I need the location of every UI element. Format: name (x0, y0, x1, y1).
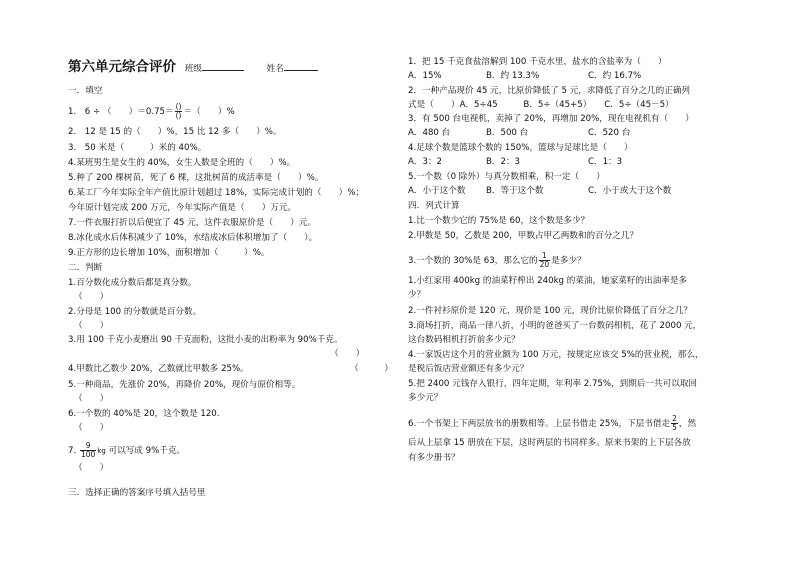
option-c[interactable]: C．约 16.7% (588, 71, 642, 81)
question-text: 可以写成 9%千克。 (108, 446, 186, 456)
option-c[interactable]: C．小于或大于这个数 (588, 186, 672, 196)
option-a[interactable]: A．480 台 (408, 128, 451, 138)
app-4b: 是税后饭店营业额还有多少元？ (408, 364, 529, 374)
question-fill-7: 7.一件衣服打折以后便宜了 45 元，这件衣服原价是（ ）元。 (68, 218, 317, 228)
fraction (175, 103, 183, 120)
judge-7-number: 7. (68, 446, 77, 456)
judge-7 (68, 442, 185, 459)
app-6c: 有多少册书？ (408, 453, 460, 463)
question-text: 6.一个书架上下两层放书的册数相等。上层书借走 25%，下层书借走 (408, 419, 671, 429)
question-text: 3.一个数的 30%是 63，那么它的 (408, 256, 538, 266)
judge-6-answer[interactable]: （ ） (74, 423, 109, 433)
name-field[interactable] (284, 61, 318, 71)
choice-1-options (408, 71, 641, 82)
choice-4-options (408, 157, 622, 168)
fraction-numerator: 9 (80, 442, 96, 451)
app-6b: 后从上层拿 15 册放在下层，这时两层的书同样多。原来书架的上下层各放 (408, 438, 691, 448)
question-text: 是多少？ (551, 256, 586, 266)
judge-5-answer[interactable]: （ ） (74, 394, 109, 404)
question-fill-1 (68, 103, 235, 120)
choice-3: 3．有 500 台电视机，卖掉了 20%，再增加 20%，现在电视机有（ ） (408, 114, 694, 124)
judge-4: 4.甲数比乙数少 20%，乙数就比甲数多 25%。 (68, 364, 249, 374)
unit: kg (97, 447, 106, 455)
name-label: 姓名 (266, 64, 284, 74)
choice-5: 5.一个数（0 除外）与真分数相乘，积一定（ ） (408, 172, 605, 182)
judge-3: 3.用 100 千克小麦磨出 90 千克面粉，这批小麦的出粉率为 90%千克。 (68, 335, 343, 345)
judge-5: 5.一种商品，先涨价 20%，再降价 20%，现价与原价相等。 (68, 380, 301, 390)
app-3a: 3.商场打折，商品一律八折，小明的爸爸买了一台数码相机，花了 2000 元， (408, 321, 702, 331)
class-field[interactable] (202, 61, 244, 71)
worksheet-header (68, 61, 318, 75)
fraction (539, 252, 551, 269)
judge-7-answer[interactable]: （ ） (74, 463, 109, 473)
question-text: ，然 (678, 419, 697, 429)
app-1b: 少？ (408, 290, 426, 300)
option-c[interactable]: C．1：3 (588, 157, 623, 167)
section-calc: 四．列式计算 (408, 201, 460, 211)
option-b[interactable]: B．500 台 (486, 128, 529, 138)
option-b[interactable]: B．约 13.3% (486, 71, 540, 81)
fraction (671, 415, 678, 432)
calc-2: 2.甲数是 50，乙数是 200，甲数占甲乙两数和的百分之几？ (408, 231, 639, 241)
fraction-numerator: () (175, 102, 182, 111)
question-fill-3: 3. 50 米是（ ）米的 40%。 (68, 143, 207, 153)
option-a[interactable]: A．15% (408, 71, 442, 81)
question-fill-4: 4.某班男生是女生的 40%，女生人数是全班的（ ）%。 (68, 158, 296, 168)
section-fill-blank: 一．填空 (68, 86, 103, 96)
option-b[interactable]: B．2：3 (486, 157, 521, 167)
judge-1: 1.百分数化成分数后都是真分数。 (68, 278, 197, 288)
question-text: ＝（ ）% (183, 107, 235, 117)
choice-2a: 2．一种产品现价 45 元，比原价降低了 5 元，求降低了百分之几的正确列 (408, 86, 691, 96)
app-1a: 1.小红家用 400kg 的油菜籽榨出 240kg 的菜油，她家菜籽的出油率是多 (408, 276, 688, 286)
calc-3 (408, 252, 586, 269)
app-5b: 多少元？ (408, 393, 443, 403)
section-choice: 三．选择正确的答案序号填入括号里 (68, 488, 206, 498)
fraction-numerator: 2 (672, 414, 677, 423)
question-fill-6a: 6.某工厂今年实际全年产值比原计划超过 18%，实际完成计划的（ ）%； (68, 188, 365, 198)
fraction-denominator: () (175, 111, 182, 120)
question-fill-8: 8.冰化成水后体积减少了 10%，水结成冰后体积增加了（ ）。 (68, 233, 318, 243)
app-4a: 4.一家饭店这个月的营业额为 100 万元，按规定应该交 5%的营业税，那么， (408, 350, 704, 360)
section-judge: 二．判断 (68, 263, 103, 273)
app-6 (408, 415, 696, 432)
judge-1-answer[interactable]: （ ） (74, 292, 109, 302)
question-fill-2: 2. 12 是 15 的（ ）%，15 比 12 多（ ）%。 (68, 127, 282, 137)
question-fill-6b: 今年原计划完成 200 万元，今年实际产值是（ ）万元。 (68, 203, 297, 213)
option-b[interactable]: B．等于这个数 (486, 186, 544, 196)
judge-4-answer[interactable]: （ ） (350, 364, 393, 374)
choice-4: 4.足球个数是篮球个数的 150%，篮球与足球比是（ ） (408, 143, 633, 153)
judge-6: 6.一个数的 40%是 20，这个数是 120. (68, 409, 220, 419)
option-c[interactable]: C．520 台 (588, 128, 631, 138)
fraction (80, 442, 96, 459)
class-label: 班级 (184, 64, 202, 74)
option-a[interactable]: A．小于这个数 (408, 186, 466, 196)
question-fill-9: 9.正方形的边长增加 10%，面积增加（ ）%。 (68, 248, 270, 258)
judge-2-answer[interactable]: （ ） (74, 321, 109, 331)
choice-5-options (408, 186, 671, 197)
fraction-numerator: 1 (539, 252, 551, 261)
judge-2: 2.分母是 100 的分数就是百分数。 (68, 307, 202, 317)
question-fill-5: 5.种了 200 棵树苗，死了 6 棵，这批树苗的成活率是（ ）%。 (68, 173, 324, 183)
fraction-denominator: 100 (80, 450, 96, 459)
choice-3-options (408, 128, 630, 139)
page-title: 第六单元综合评价 (68, 59, 176, 75)
choice-2b: 式是（ ）A．5÷45 B．5÷（45+5） C．5÷（45－5） (408, 100, 674, 110)
option-a[interactable]: A．3：2 (408, 157, 443, 167)
app-5a: 5.把 2400 元钱存入银行，四年定期，年利率 2.75%，到期后一共可以取回 (408, 379, 698, 389)
fraction-denominator: 20 (539, 260, 550, 269)
question-text: 1. 6 ÷ （ ）＝0.75＝ (68, 107, 174, 117)
fraction-denominator: 5 (672, 423, 677, 432)
choice-1: 1．把 15 千克食盐溶解到 100 千克水里，盐水的含盐率为（ ） (408, 57, 667, 67)
app-2: 2.一件衬衫原价是 120 元，现价是 100 元，现价比原价降低了百分之几？ (408, 306, 692, 316)
calc-1: 1.比一个数少它的 75%是 60，这个数是多少？ (408, 216, 590, 226)
app-3b: 这台数码相机打折前多少元？ (408, 335, 520, 345)
judge-3-answer[interactable]: （ ） (330, 349, 365, 359)
